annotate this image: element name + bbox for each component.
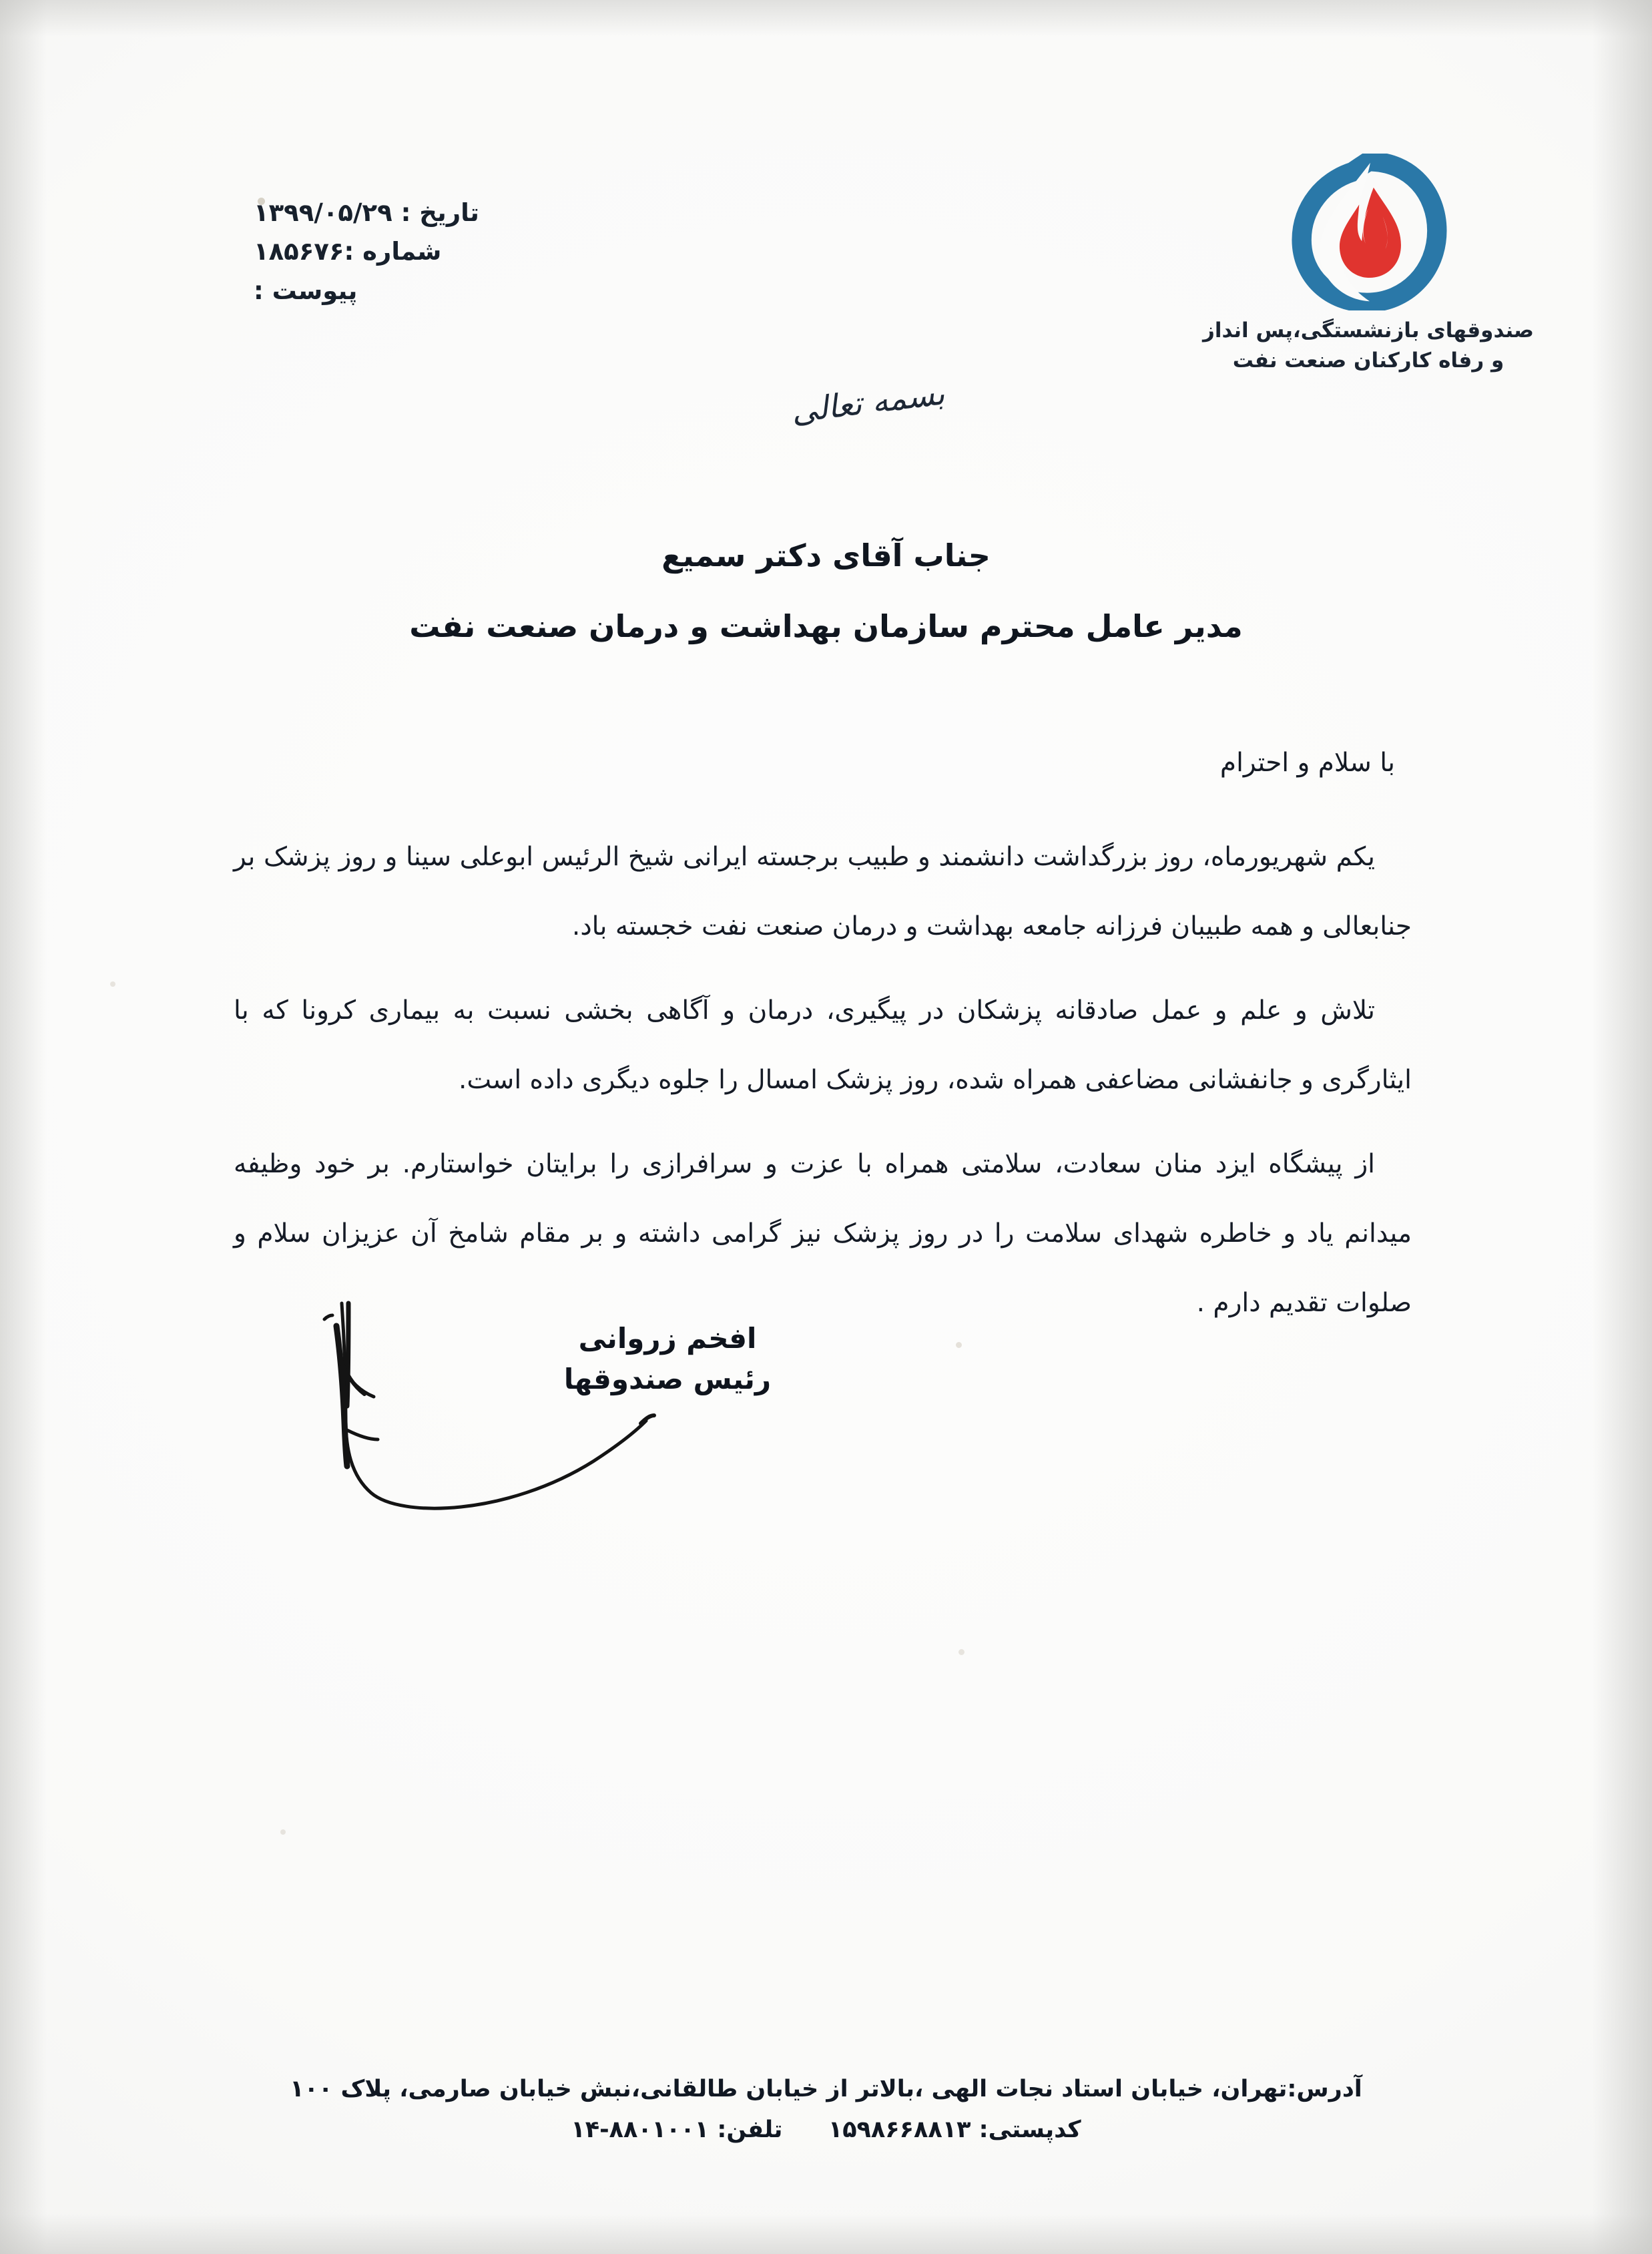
scan-edge-shadow xyxy=(0,2214,1652,2254)
signature-block xyxy=(494,1319,841,1400)
postal-code-value: ۱۵۹۸۶۶۸۸۱۳ xyxy=(828,2116,971,2143)
organization-logo-icon xyxy=(1288,154,1448,310)
scan-edge-shadow xyxy=(1592,0,1652,2254)
footer-address: آدرس:تهران، خیابان استاد نجات الهی ،بالاتر از خیابان طالقانی،نبش خیابان صارمی، پلاک ۱۰۰ xyxy=(290,2076,1362,2102)
organization-letterhead xyxy=(1195,154,1542,376)
scan-edge-shadow xyxy=(0,0,1652,37)
letter-meta-block xyxy=(254,194,534,310)
signatory-title: رئیس صندوقها xyxy=(563,1362,772,1395)
recipient-name: جناب آقای دکتر سمیع xyxy=(661,537,991,574)
footer-contact xyxy=(200,2112,1452,2148)
paper-speck xyxy=(110,981,115,987)
recipient-block xyxy=(254,534,1398,648)
organization-name-line1: صندوقهای بازنشستگی،پس انداز xyxy=(1203,318,1534,343)
phone-label: تلفن: xyxy=(717,2116,783,2143)
scan-edge-shadow xyxy=(0,0,47,2254)
letter-attachment-row: پیوست : xyxy=(254,276,358,305)
letter-body xyxy=(234,823,1412,1338)
phone-value: ۸۸۰۱۰۰۱-۱۴ xyxy=(571,2116,710,2143)
postal-code-label: کدپستی: xyxy=(979,2116,1081,2143)
paper-speck xyxy=(280,1829,286,1835)
letter-date-row: تاریخ : ۱۳۹۹/۰۵/۲۹ xyxy=(254,198,479,227)
salutation-line: با سلام و احترام xyxy=(1219,748,1395,778)
body-paragraph: تلاش و علم و عمل صادقانه پزشکان در پیگیری، درمان و آگاهی بخشی نسبت به بیماری کرونا که با ایثارگری و جانفشانی مضاعفی همراه شده، روز پزشک امسال را جلوه دیگری داده است. xyxy=(234,995,1412,1095)
body-paragraph: از پیشگاه ایزد منان سعادت، سلامتی همراه با عزت و سرافرازی را برایتان خواستارم. بر خود وظیفه میدانم یاد و خاطره شهدای سلامت را در روز پزشک نیز گرامی داشته و بر مقام شامخ آن عزیزان سلام و صلوات تقدیم دارم . xyxy=(234,1149,1412,1318)
basmala-invocation: بسمه تعالی xyxy=(789,375,947,431)
organization-name-line2: و رفاه کارکنان صنعت نفت xyxy=(1232,348,1504,373)
signatory-name: افخم زروانی xyxy=(578,1322,757,1355)
recipient-title: مدیر عامل محترم سازمان بهداشت و درمان صنعت نفت xyxy=(409,608,1243,645)
body-paragraph: یکم شهریورماه، روز بزرگداشت دانشمند و طبیب برجسته ایرانی شیخ الرئیس ابوعلی سینا و روز پزشک بر جنابعالی و همه طبیبان فرزانه جامعه بهداشت و درمان صنعت نفت خجسته باد. xyxy=(234,842,1412,941)
letter-footer xyxy=(200,2072,1452,2147)
paper-speck xyxy=(958,1649,965,1655)
paper-speck xyxy=(956,1342,962,1348)
letter-number-row: شماره :۱۸۵۶۷۶ xyxy=(254,237,442,266)
